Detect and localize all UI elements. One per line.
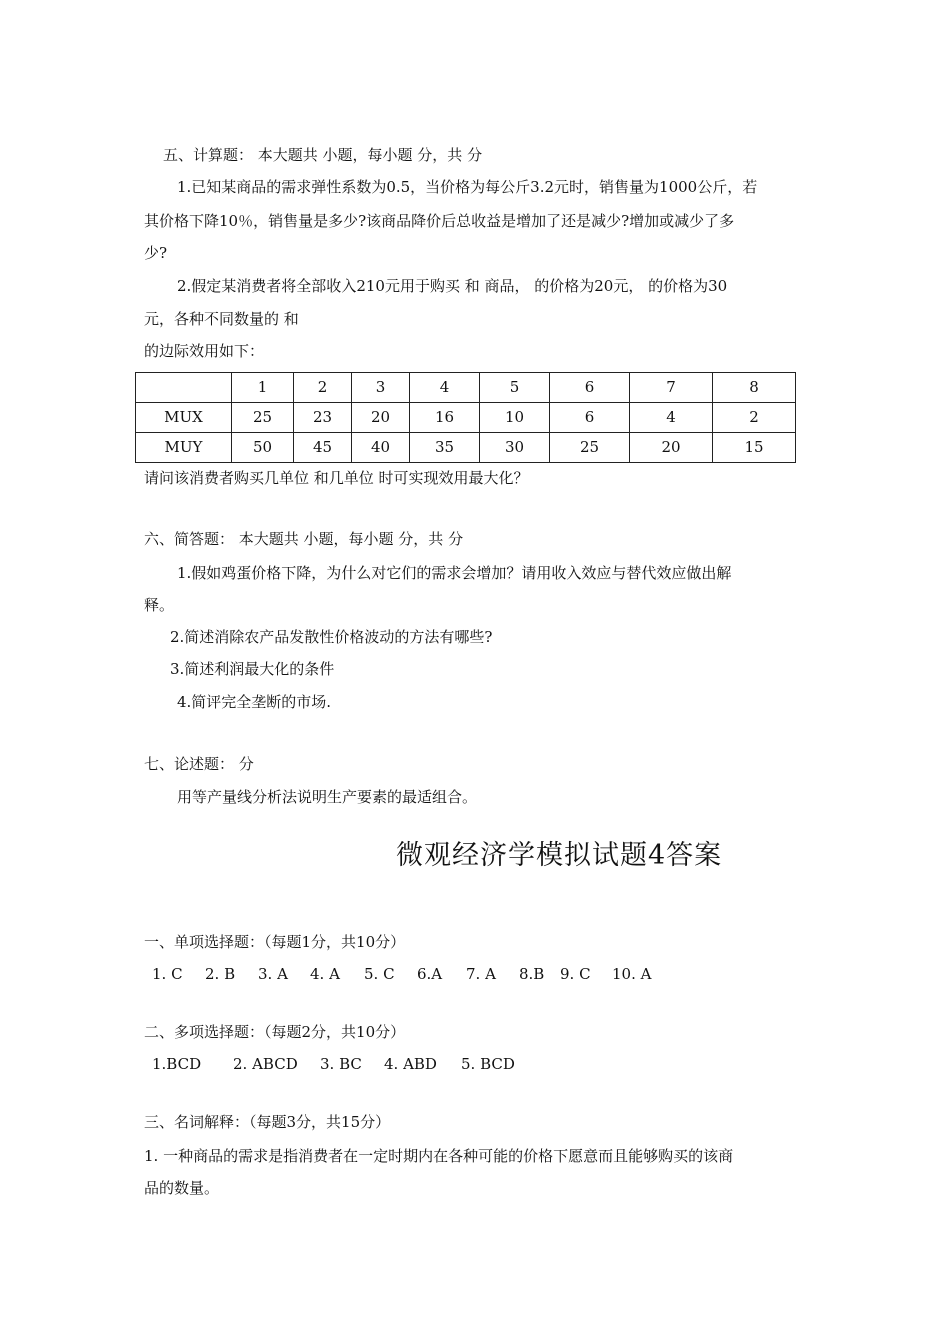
table-row bbox=[136, 403, 796, 433]
table-cell: 23 bbox=[294, 403, 352, 433]
table-cell: 4 bbox=[630, 403, 713, 433]
section5-q1-line2: 其价格下降10％，销售量是多少?该商品降价后总收益是增加了还是减少?增加或减少了多 bbox=[144, 212, 735, 230]
section6-heading: 六、简答题： 本大题共 小题，每小题 分，共 分 bbox=[144, 530, 464, 548]
answer-item: 6.A bbox=[417, 965, 443, 983]
answer-item: 3. A bbox=[258, 965, 288, 983]
table-cell: 30 bbox=[480, 433, 550, 463]
table-cell: 20 bbox=[630, 433, 713, 463]
answer-item: 8.B bbox=[519, 965, 545, 983]
answer-item: 1. C bbox=[152, 965, 183, 983]
table-cell: 2 bbox=[713, 403, 796, 433]
table-cell: 8 bbox=[713, 373, 796, 403]
table-cell: 35 bbox=[410, 433, 480, 463]
answer-item: 2. B bbox=[205, 965, 236, 983]
section6-q3: 3.简述利润最大化的条件 bbox=[170, 660, 335, 678]
section5-q1-line1: 1.已知某商品的需求弹性系数为0.5，当价格为每公斤3.2元时，销售量为1000公斤，若 bbox=[177, 178, 758, 196]
table-cell: 15 bbox=[713, 433, 796, 463]
section5-heading: 五、计算题： 本大题共 小题，每小题 分，共 分 bbox=[163, 146, 483, 164]
section6-q1-line2: 释。 bbox=[144, 596, 175, 614]
answers-part2-list bbox=[152, 1053, 515, 1075]
answer-item: 10. A bbox=[612, 965, 652, 983]
section5-q2-line1: 2.假定某消费者将全部收入210元用于购买 和 商品， 的价格为20元， 的价格为30 bbox=[177, 277, 728, 295]
answers-part3-line2: 品的数量。 bbox=[144, 1179, 220, 1197]
section5-q2-line2: 元，各种不同数量的 和 bbox=[144, 310, 299, 328]
table-cell: 40 bbox=[352, 433, 410, 463]
table-cell: 7 bbox=[630, 373, 713, 403]
table-cell: 50 bbox=[232, 433, 294, 463]
table-cell: 6 bbox=[550, 403, 630, 433]
table-cell: 2 bbox=[294, 373, 352, 403]
section5-q2-question: 请问该消费者购买几单位 和几单位 时可实现效用最大化？ bbox=[144, 469, 529, 487]
answers-part3-line1: 1. 一种商品的需求是指消费者在一定时期内在各种可能的价格下愿意而且能够购买的该商 bbox=[144, 1147, 734, 1165]
table-cell: 45 bbox=[294, 433, 352, 463]
answer-item: 1.BCD bbox=[152, 1055, 202, 1073]
table-row bbox=[136, 433, 796, 463]
answer-item: 9. C bbox=[560, 965, 591, 983]
table-cell: 6 bbox=[550, 373, 630, 403]
answer-item: 7. A bbox=[466, 965, 496, 983]
table-header-row bbox=[136, 373, 796, 403]
table-cell: 4 bbox=[410, 373, 480, 403]
answer-item: 5. C bbox=[364, 965, 395, 983]
section6-q1-line1: 1.假如鸡蛋价格下降，为什么对它们的需求会增加？请用收入效应与替代效应做出解 bbox=[177, 564, 732, 582]
table-cell: 20 bbox=[352, 403, 410, 433]
answers-part3-heading: 三、名词解释：（每题3分，共15分） bbox=[144, 1113, 391, 1131]
section5-q1-line3: 少? bbox=[144, 244, 168, 262]
section6-q4: 4.简评完全垄断的市场. bbox=[177, 693, 332, 711]
answer-title: 微观经济学模拟试题4答案 bbox=[396, 840, 723, 871]
answer-item: 5. BCD bbox=[461, 1055, 515, 1073]
answer-item: 4. ABD bbox=[384, 1055, 437, 1073]
table-cell: 5 bbox=[480, 373, 550, 403]
section5-q2-line3: 的边际效用如下： bbox=[144, 342, 265, 360]
table-cell: 1 bbox=[232, 373, 294, 403]
marginal-utility-table bbox=[135, 372, 796, 463]
table-cell bbox=[136, 373, 232, 403]
table-cell: MUY bbox=[136, 433, 232, 463]
table-cell: 3 bbox=[352, 373, 410, 403]
table-cell: 25 bbox=[550, 433, 630, 463]
table-cell: 25 bbox=[232, 403, 294, 433]
table-cell: MUX bbox=[136, 403, 232, 433]
table-cell: 16 bbox=[410, 403, 480, 433]
section7-q1: 用等产量线分析法说明生产要素的最适组合。 bbox=[177, 788, 478, 806]
answers-part1-list bbox=[152, 963, 651, 985]
section6-q2: 2.简述消除农产品发散性价格波动的方法有哪些? bbox=[170, 628, 493, 646]
answer-item: 2. ABCD bbox=[233, 1055, 298, 1073]
answer-item: 4. A bbox=[310, 965, 340, 983]
section7-heading: 七、论述题： 分 bbox=[144, 755, 254, 773]
answer-item: 3. BC bbox=[320, 1055, 362, 1073]
answers-part1-heading: 一、单项选择题：（每题1分，共10分） bbox=[144, 933, 406, 951]
answers-part2-heading: 二、多项选择题：（每题2分，共10分） bbox=[144, 1023, 406, 1041]
table-cell: 10 bbox=[480, 403, 550, 433]
